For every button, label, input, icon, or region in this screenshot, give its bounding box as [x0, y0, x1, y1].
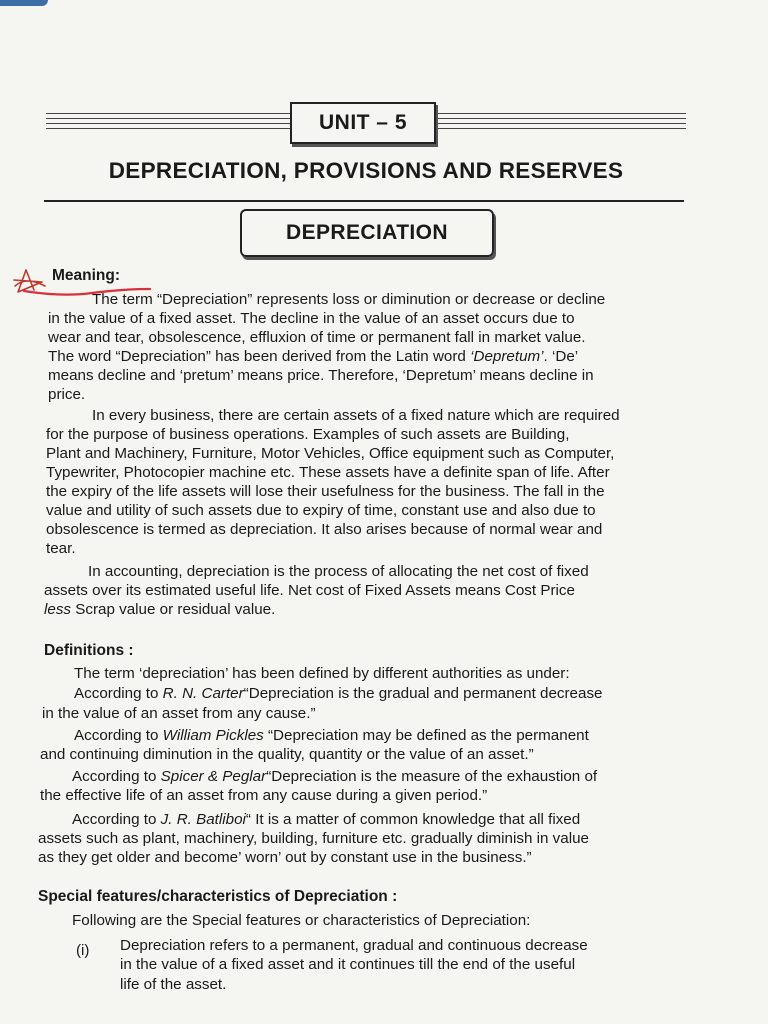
features-heading: Special features/characteristics of Depreciation :	[38, 888, 398, 905]
definition-line	[74, 726, 589, 745]
list-item-line: Depreciation refers to a permanent, gradual and continuous decrease	[120, 937, 588, 954]
text-line: obsolescence is termed as depreciation. It also arises because of normal wear and	[46, 521, 603, 538]
text-run: “Depreciation may be defined as the permanent	[263, 727, 589, 744]
author-name: Spicer & Peglar	[160, 768, 267, 785]
text-run: According to	[74, 685, 163, 702]
text-line: means decline and ‘pretum’ means price. Therefore, ‘Depretum’ means decline in	[48, 367, 594, 384]
text-line	[48, 347, 578, 366]
text-run: . ‘De’	[543, 348, 579, 365]
text-line: and continuing diminution in the quality, quantity or the value of an asset.”	[40, 746, 534, 763]
features-intro: Following are the Special features or characteristics of Depreciation:	[72, 912, 531, 929]
definitions-heading: Definitions :	[44, 642, 134, 659]
text-run: According to	[72, 768, 161, 785]
section-heading: DEPRECIATION	[240, 209, 494, 257]
text-line: assets such as plant, machinery, building, furniture etc. gradually diminish in value	[38, 830, 589, 847]
emphasis-word: less	[44, 601, 72, 618]
text-run: According to	[72, 811, 161, 828]
text-line: the effective life of an asset from any cause during a given period.”	[40, 787, 488, 804]
text-line: Plant and Machinery, Furniture, Motor Vehicles, Office equipment such as Computer,	[46, 445, 615, 462]
author-name: J. R. Batliboi	[160, 811, 246, 828]
meaning-heading: Meaning:	[52, 267, 121, 284]
list-marker: (i)	[76, 942, 90, 959]
text-run: “Depreciation is the measure of the exhaustion of	[266, 768, 598, 785]
text-line: value and utility of such assets due to expiry of time, constant use and also due to	[46, 502, 596, 519]
text-line: In accounting, depreciation is the process of allocating the net cost of fixed	[88, 563, 589, 580]
author-name: R. N. Carter	[162, 685, 244, 702]
definition-line	[72, 810, 580, 829]
text-line: as they get older and become’ worn’ out by constant use in the business.”	[38, 849, 532, 866]
text-line	[44, 600, 275, 619]
unit-label: UNIT – 5	[290, 102, 436, 144]
definition-line	[74, 684, 602, 703]
text-line: in the value of a fixed asset. The decline in the value of an asset occurs due to	[48, 310, 575, 327]
list-item-line: life of the asset.	[120, 976, 227, 993]
text-run: The word “Depreciation” has been derived from the Latin word	[48, 348, 466, 365]
text-run: “ It is a matter of common knowledge that all fixed	[245, 811, 581, 828]
latin-word: ‘Depretum’	[470, 348, 544, 365]
text-line: The term “Depreciation” represents loss or diminution or decrease or decline	[92, 291, 606, 308]
definitions-intro: The term ‘depreciation’ has been defined by different authorities as under:	[74, 665, 570, 682]
text-line: wear and tear, obsolescence, effluxion of time or permanent fall in market value.	[48, 329, 586, 346]
page-corner-mark	[0, 0, 48, 6]
text-run: “Depreciation is the gradual and permanent decrease	[243, 685, 603, 702]
text-run: According to	[74, 727, 163, 744]
text-line: the expiry of the life assets will lose their usefulness for the business. The fall in the	[46, 483, 605, 500]
unit-banner	[46, 100, 686, 146]
page-title: DEPRECIATION, PROVISIONS AND RESERVES	[108, 158, 624, 183]
text-line: price.	[48, 386, 86, 403]
text-line: Typewriter, Photocopier machine etc. These assets have a definite span of life. After	[46, 464, 610, 481]
text-run: Scrap value or residual value.	[71, 601, 276, 618]
definition-line	[72, 767, 597, 786]
text-line: In every business, there are certain assets of a fixed nature which are required	[92, 407, 620, 424]
list-item-line: in the value of a fixed asset and it continues till the end of the useful	[120, 956, 576, 973]
text-line: for the purpose of business operations. Examples of such assets are Building,	[46, 426, 570, 443]
author-name: William Pickles	[162, 727, 264, 744]
text-line: in the value of an asset from any cause.”	[42, 705, 316, 722]
text-line: assets over its estimated useful life. Net cost of Fixed Assets means Cost Price	[44, 582, 575, 599]
text-line: tear.	[46, 540, 76, 557]
title-divider	[44, 200, 684, 202]
